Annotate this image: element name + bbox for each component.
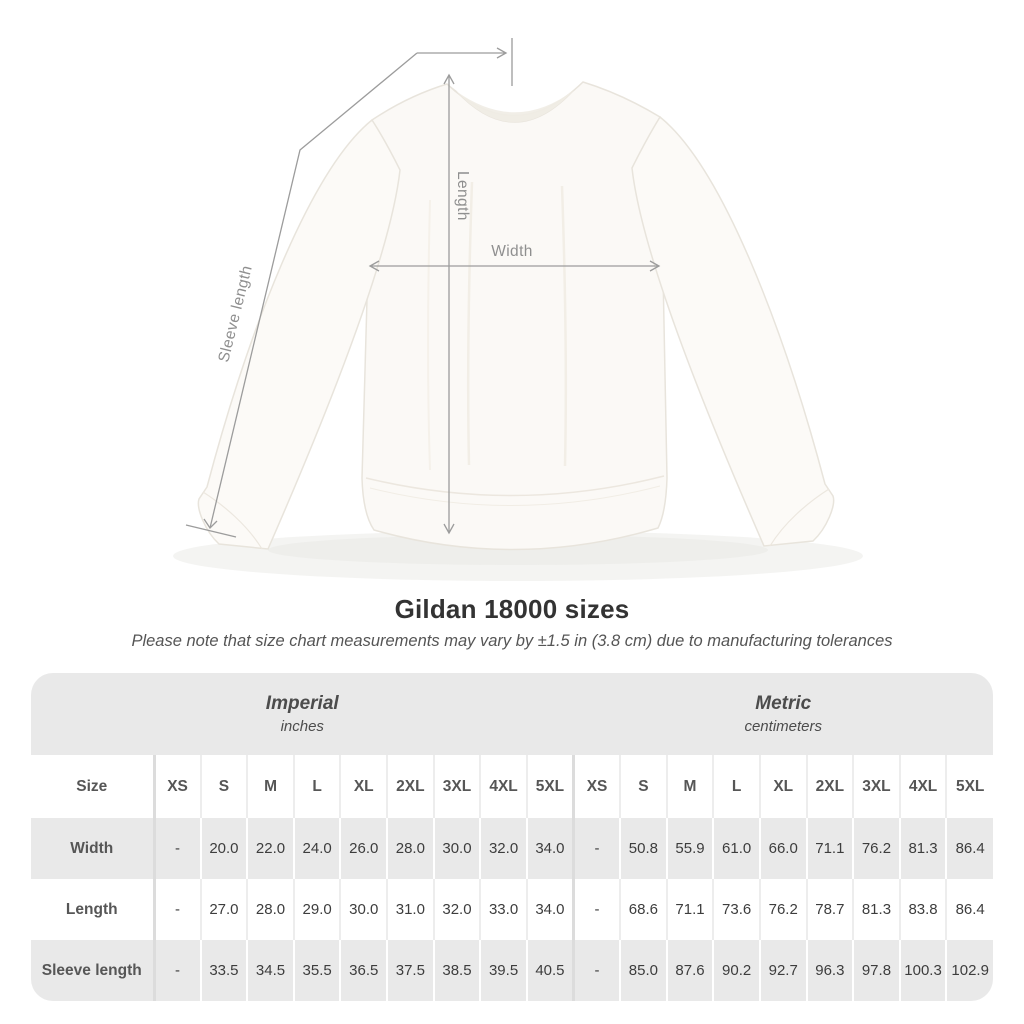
cell-length-imperial-4xl: 33.0 — [480, 879, 527, 940]
width-label: Width — [491, 243, 533, 260]
table-row-width — [31, 818, 993, 879]
row-label-width: Width — [31, 818, 154, 879]
cell-width-imperial-xs: - — [154, 818, 201, 879]
cell-width-imperial-3xl: 30.0 — [434, 818, 481, 879]
cell-length-metric-m: 71.1 — [667, 879, 714, 940]
cell-width-metric-l: 61.0 — [713, 818, 760, 879]
cell-width-imperial-m: 22.0 — [247, 818, 294, 879]
column-header-imperial-xl: XL — [340, 755, 387, 818]
row-label-length: Length — [31, 879, 154, 940]
cell-sleeve-length-imperial-xs: - — [154, 940, 201, 1001]
column-header-metric-4xl: 4XL — [900, 755, 947, 818]
cell-length-imperial-s: 27.0 — [201, 879, 248, 940]
size-header-row — [31, 755, 993, 818]
cell-width-imperial-s: 20.0 — [201, 818, 248, 879]
column-header-imperial-m: M — [247, 755, 294, 818]
cell-sleeve-length-imperial-3xl: 38.5 — [434, 940, 481, 1001]
cell-sleeve-length-imperial-l: 35.5 — [294, 940, 341, 1001]
cell-sleeve-length-imperial-m: 34.5 — [247, 940, 294, 1001]
metric-label: Metric — [755, 693, 812, 714]
table-row-sleeve-length — [31, 940, 993, 1001]
sweatshirt-illustration — [173, 82, 863, 581]
cell-length-metric-xs: - — [573, 879, 620, 940]
cell-sleeve-length-imperial-4xl: 39.5 — [480, 940, 527, 1001]
unit-group-header-row — [31, 673, 993, 755]
cell-length-metric-3xl: 81.3 — [853, 879, 900, 940]
cell-sleeve-length-imperial-s: 33.5 — [201, 940, 248, 1001]
size-table — [31, 673, 993, 1001]
column-header-imperial-4xl: 4XL — [480, 755, 527, 818]
tolerance-note: Please note that size chart measurements may vary by ±1.5 in (3.8 cm) due to manufacturing tolerances — [131, 632, 893, 650]
cell-sleeve-length-metric-4xl: 100.3 — [900, 940, 947, 1001]
column-header-imperial-3xl: 3XL — [434, 755, 481, 818]
length-label: Length — [454, 171, 471, 221]
column-header-metric-l: L — [713, 755, 760, 818]
cell-sleeve-length-metric-s: 85.0 — [620, 940, 667, 1001]
cell-sleeve-length-metric-l: 90.2 — [713, 940, 760, 1001]
imperial-unit: inches — [280, 718, 324, 735]
column-header-metric-3xl: 3XL — [853, 755, 900, 818]
cell-width-metric-xs: - — [573, 818, 620, 879]
group-header-imperial — [31, 673, 573, 755]
column-header-imperial-xs: XS — [154, 755, 201, 818]
cell-length-imperial-5xl: 34.0 — [527, 879, 574, 940]
cell-width-metric-s: 50.8 — [620, 818, 667, 879]
cell-width-metric-m: 55.9 — [667, 818, 714, 879]
cell-sleeve-length-imperial-xl: 36.5 — [340, 940, 387, 1001]
cell-sleeve-length-metric-5xl: 102.9 — [946, 940, 993, 1001]
cell-width-metric-4xl: 81.3 — [900, 818, 947, 879]
cell-length-imperial-xl: 30.0 — [340, 879, 387, 940]
cell-sleeve-length-metric-m: 87.6 — [667, 940, 714, 1001]
cell-sleeve-length-imperial-2xl: 37.5 — [387, 940, 434, 1001]
column-header-metric-5xl: 5XL — [946, 755, 993, 818]
cell-length-imperial-2xl: 31.0 — [387, 879, 434, 940]
column-header-metric-s: S — [620, 755, 667, 818]
cell-length-imperial-xs: - — [154, 879, 201, 940]
group-header-metric — [573, 673, 993, 755]
row-label-sleeve-length: Sleeve length — [31, 940, 154, 1001]
column-header-metric-xs: XS — [573, 755, 620, 818]
cell-sleeve-length-metric-xl: 92.7 — [760, 940, 807, 1001]
cell-length-imperial-3xl: 32.0 — [434, 879, 481, 940]
column-header-metric-xl: XL — [760, 755, 807, 818]
cell-length-metric-2xl: 78.7 — [807, 879, 854, 940]
cell-length-metric-s: 68.6 — [620, 879, 667, 940]
sleeve-length-label: Sleeve length — [215, 263, 256, 364]
cell-length-imperial-l: 29.0 — [294, 879, 341, 940]
cell-width-imperial-4xl: 32.0 — [480, 818, 527, 879]
cell-length-metric-4xl: 83.8 — [900, 879, 947, 940]
cell-length-metric-xl: 76.2 — [760, 879, 807, 940]
size-table-container — [31, 673, 993, 1001]
cell-length-metric-l: 73.6 — [713, 879, 760, 940]
cell-length-metric-5xl: 86.4 — [946, 879, 993, 940]
cell-width-metric-xl: 66.0 — [760, 818, 807, 879]
column-header-metric-2xl: 2XL — [807, 755, 854, 818]
sweatshirt-body — [362, 82, 667, 550]
cell-width-imperial-l: 24.0 — [294, 818, 341, 879]
cell-width-imperial-xl: 26.0 — [340, 818, 387, 879]
cell-width-imperial-2xl: 28.0 — [387, 818, 434, 879]
cell-width-metric-3xl: 76.2 — [853, 818, 900, 879]
column-header-imperial-l: L — [294, 755, 341, 818]
cell-width-imperial-5xl: 34.0 — [527, 818, 574, 879]
cell-width-metric-5xl: 86.4 — [946, 818, 993, 879]
page-title: Gildan 18000 sizes — [394, 594, 630, 624]
table-row-length — [31, 879, 993, 940]
imperial-label: Imperial — [265, 693, 339, 714]
column-header-imperial-5xl: 5XL — [527, 755, 574, 818]
column-header-imperial-2xl: 2XL — [387, 755, 434, 818]
cell-width-metric-2xl: 71.1 — [807, 818, 854, 879]
cell-sleeve-length-imperial-5xl: 40.5 — [527, 940, 574, 1001]
cell-sleeve-length-metric-2xl: 96.3 — [807, 940, 854, 1001]
metric-unit: centimeters — [744, 718, 822, 735]
column-header-metric-m: M — [667, 755, 714, 818]
column-header-imperial-s: S — [201, 755, 248, 818]
cell-sleeve-length-metric-3xl: 97.8 — [853, 940, 900, 1001]
size-column-header: Size — [31, 755, 154, 818]
cell-length-imperial-m: 28.0 — [247, 879, 294, 940]
cell-sleeve-length-metric-xs: - — [573, 940, 620, 1001]
